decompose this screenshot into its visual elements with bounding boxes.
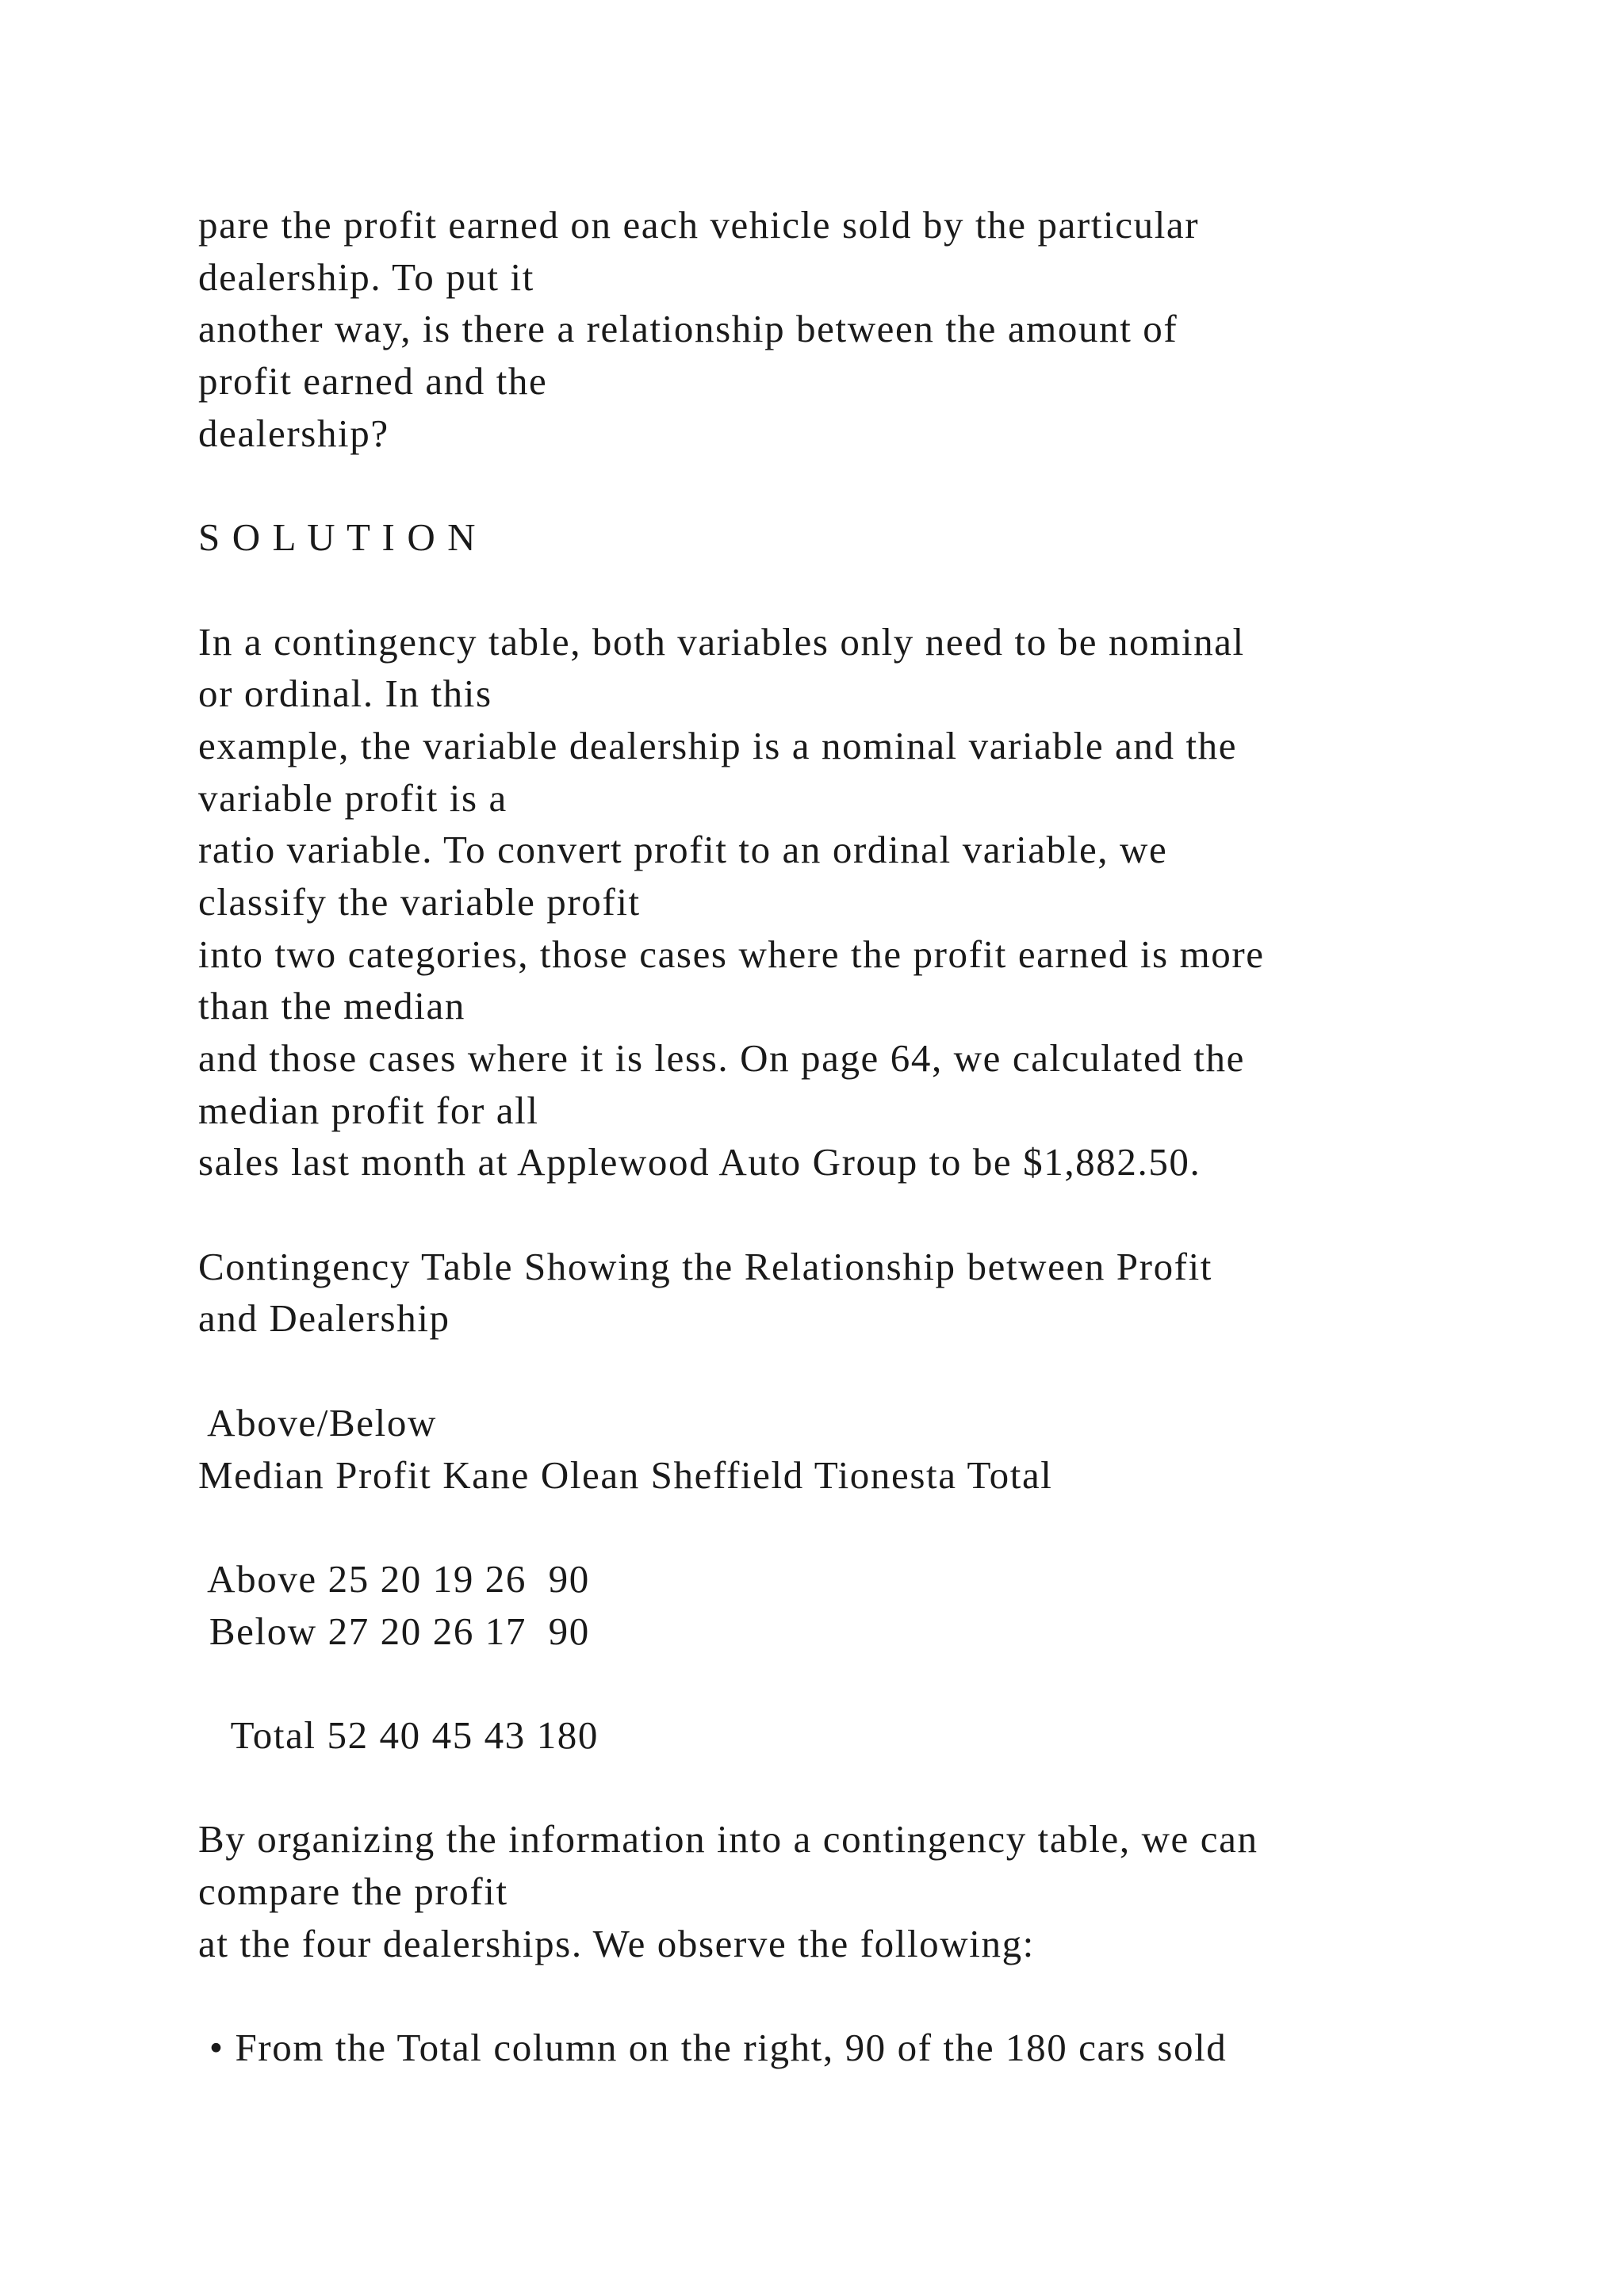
text-line: variable profit is a — [198, 775, 508, 820]
text-line: By organizing the information into a contingency table, we can — [198, 1817, 1258, 1862]
blank-line — [198, 564, 1546, 616]
text-line: compare the profit — [198, 1869, 508, 1913]
text-line: sales last month at Applewood Auto Group to be $1,882.50. — [198, 1140, 1201, 1184]
text-line: In a contingency table, both variables only need to be nominal — [198, 619, 1245, 664]
text-line: than the median — [198, 984, 465, 1028]
text-line: another way, is there a relationship between the amount of — [198, 307, 1178, 351]
blank-line — [198, 1657, 1546, 1709]
text-line: into two categories, those cases where the profit earned is more — [198, 932, 1265, 976]
text-line: profit earned and the — [198, 359, 548, 404]
text-line: example, the variable dealership is a nominal variable and the — [198, 723, 1238, 767]
document-body — [198, 199, 1546, 2074]
text-line: median profit for all — [198, 1088, 539, 1132]
text-line: ratio variable. To convert profit to an ordinal variable, we — [198, 828, 1168, 872]
text-line: classify the variable profit — [198, 879, 641, 924]
blank-line — [198, 459, 1546, 511]
text-line: at the four dealerships. We observe the following: — [198, 1921, 1035, 1965]
text-line: dealership. To put it — [198, 254, 534, 299]
table-row-total: Total 52 40 45 43 180 — [198, 1712, 599, 1757]
table-caption: Contingency Table Showing the Relationship between Profit — [198, 1244, 1213, 1288]
text-line: pare the profit earned on each vehicle sold by the particular — [198, 203, 1200, 247]
table-header-line: Above/Below — [198, 1400, 437, 1445]
blank-line — [198, 1188, 1546, 1241]
bullet-item: • From the Total column on the right, 90 of the 180 cars sold — [198, 2026, 1228, 2070]
table-row-above: Above 25 20 19 26 90 — [198, 1556, 590, 1601]
text-line: dealership? — [198, 411, 389, 455]
table-header-line: Median Profit Kane Olean Sheffield Tionesta Total — [198, 1452, 1053, 1497]
blank-line — [198, 1501, 1546, 1553]
blank-line — [198, 1345, 1546, 1397]
text-line: and those cases where it is less. On page 64, we calculated the — [198, 1036, 1245, 1080]
blank-line — [198, 1762, 1546, 1814]
table-row-below: Below 27 20 26 17 90 — [198, 1609, 590, 1653]
table-caption: and Dealership — [198, 1296, 450, 1341]
blank-line — [198, 1969, 1546, 2022]
text-line: or ordinal. In this — [198, 672, 492, 716]
section-heading-solution: S O L U T I O N — [198, 515, 477, 560]
